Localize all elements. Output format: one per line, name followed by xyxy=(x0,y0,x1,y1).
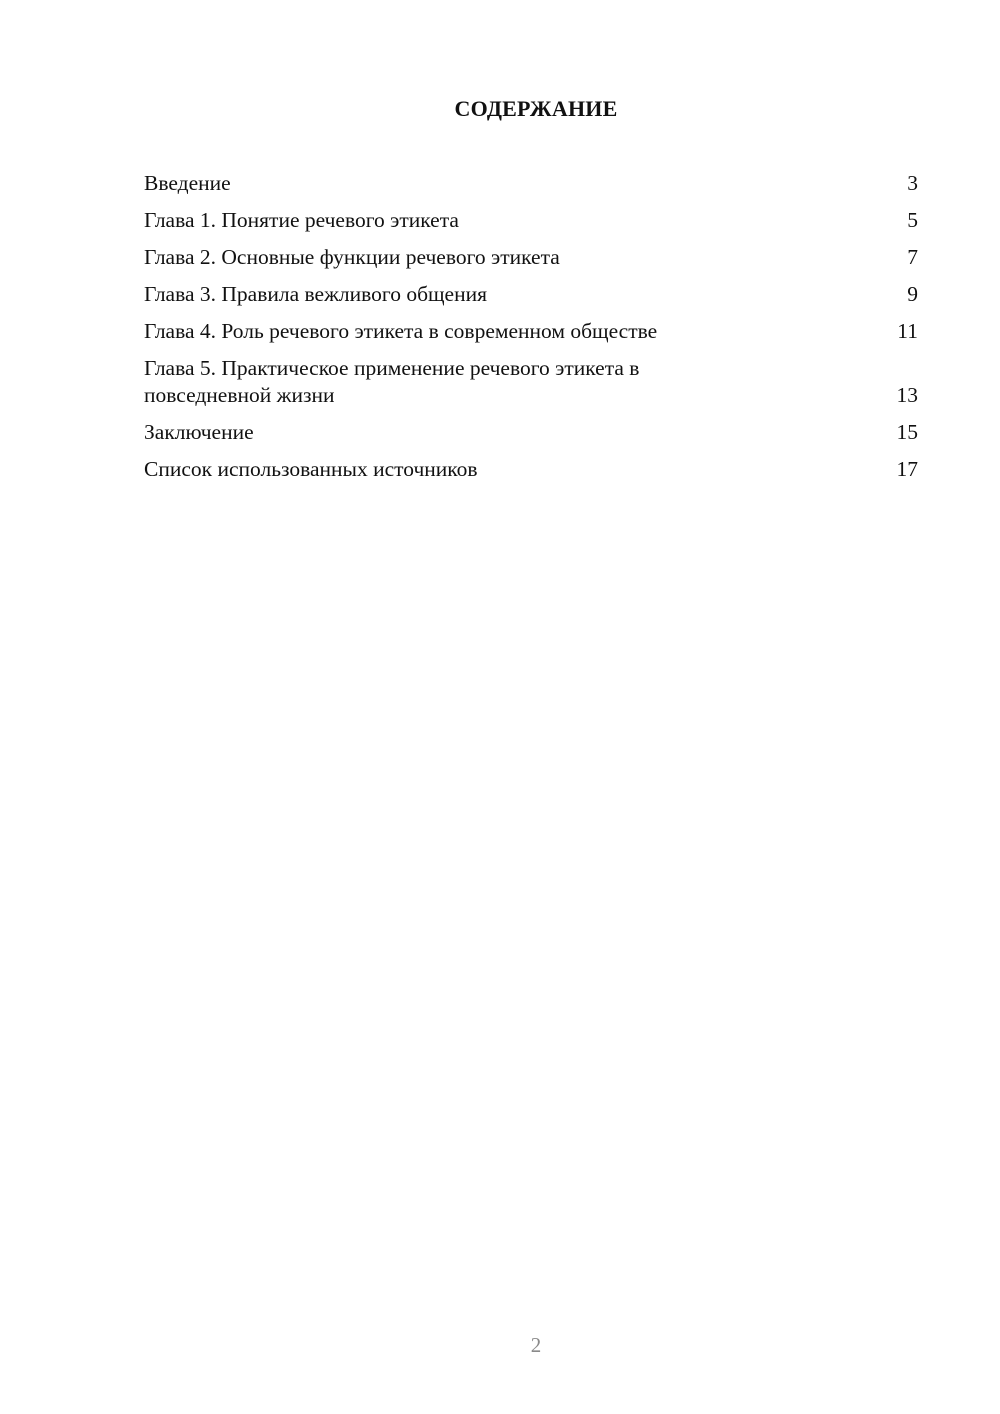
toc-item-text: Глава 3. Правила вежливого общения xyxy=(144,282,488,306)
toc-item-page: 5 xyxy=(907,208,918,232)
toc-item-conclusion xyxy=(144,419,918,446)
toc-item-page: 17 xyxy=(896,457,918,481)
toc-item-page: 7 xyxy=(907,245,918,269)
table-of-contents xyxy=(144,170,918,493)
toc-item-references xyxy=(144,456,918,483)
page-title: СОДЕРЖАНИЕ xyxy=(454,96,618,121)
toc-item-introduction xyxy=(144,170,918,197)
page-number: 2 xyxy=(530,1333,542,1357)
toc-item-chapter-1 xyxy=(144,207,918,234)
toc-item-page: 3 xyxy=(907,171,918,195)
toc-item-text: Список использованных источников xyxy=(144,457,478,481)
toc-item-text: Введение xyxy=(144,171,231,195)
toc-item-page: 9 xyxy=(907,282,918,306)
toc-item-chapter-3 xyxy=(144,281,918,308)
toc-item-page: 15 xyxy=(896,420,918,444)
toc-item-text: Глава 2. Основные функции речевого этикета xyxy=(144,245,560,269)
toc-item-chapter-5 xyxy=(144,355,918,409)
toc-item-chapter-4 xyxy=(144,318,918,345)
toc-item-text: Глава 4. Роль речевого этикета в современном обществе xyxy=(144,319,658,343)
toc-item-page: 13 xyxy=(896,383,918,407)
toc-item-text: Заключение xyxy=(144,420,254,444)
toc-item-page: 11 xyxy=(897,319,918,343)
toc-item-chapter-2 xyxy=(144,244,918,271)
toc-item-text: Глава 1. Понятие речевого этикета xyxy=(144,208,459,232)
toc-item-text: Глава 5. Практическое применение речевого этикета в повседневной жизни xyxy=(144,356,640,407)
